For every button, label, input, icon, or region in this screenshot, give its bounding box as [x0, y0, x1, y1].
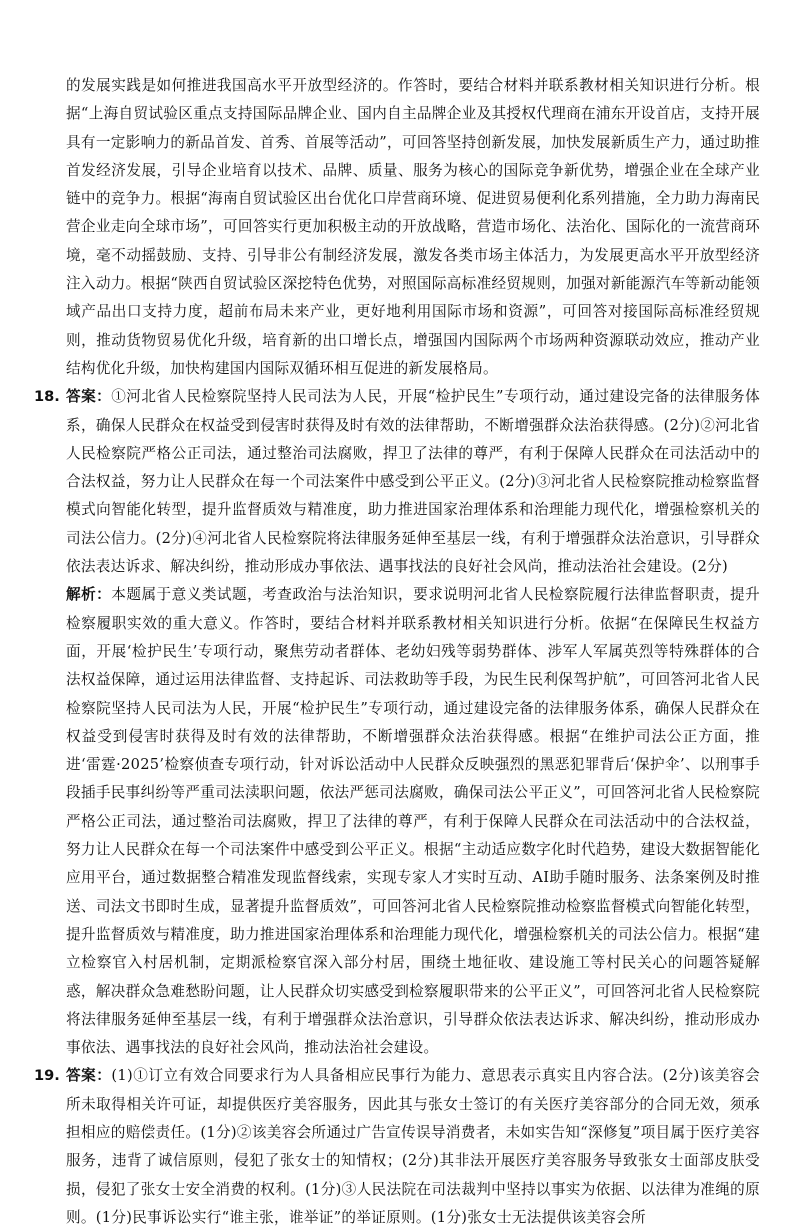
- analysis-paragraph: [66, 581, 760, 1062]
- analysis-text: 本题属于意义类试题，考查政治与法治知识，要求说明河北省人民检察院履行法律监督职责，提升检察履职实效的重大意义。作答时，要结合材料并联系教材相关知识进行分析。依据“在保障民生权益方面，开展‘检护民生’专项行动，聚焦劳动者群体、老幼妇残等弱势群体、涉军人军属英烈等特殊群体的合法权益保障，通过运用法律监督、支持起诉、司法救助等手段，为民生民利保驾护航”，可回答河北省人民检察院坚持人民司法为人民，开展“检护民生”专项行动，通过建设完备的法律服务体系，确保人民群众在权益受到侵害时获得及时有效的法律帮助，不断增强群众法治获得感。根据“在维护司法公正方面，推进‘雷霆·2025’检察侦查专项行动，针对诉讼活动中人民群众反映强烈的黑恶犯罪背后‘保护伞’、以刑事手段插手民事纠纷等严重司法渎职问题，依法严惩司法腐败，确保司法公平正义”，可回答河北省人民检察院严格公正司法，通过整治司法腐败，捍卫了法律的尊严，有利于保障人民群众在司法活动中的合法权益，努力让人民群众在每一个司法案件中感受到公平正义。根据“主动适应数字化时代趋势，建设大数据智能化应用平台，通过数据整合精准发现监督线索，实现专家人才实时互动、AI助手随时服务、法条案例及时推送、司法文书即时生成，显著提升监督质效”，可回答河北省人民检察院推动检察监督模式向智能化转型，提升监督质效与精准度，助力推进国家治理体系和治理能力现代化，增强检察机关的司法公信力。根据“建立检察官入村居机制，定期派检察官深入部分村居，围绕土地征收、建设施工等村民关心的问题答疑解惑，解决群众急难愁盼问题，让人民群众切实感受到检察履职带来的公平正义”，可回答河北省人民检察院将法律服务延伸至基层一线，有利于增强群众法治意识，引导群众依法表达诉求、解决纠纷，推动形成办事依法、遇事找法的良好社会风尚，推动法治社会建设。: [66, 586, 760, 1057]
- answer-text: ①河北省人民检察院坚持人民司法为人民，开展“检护民生”专项行动，通过建设完备的法律服务体系，确保人民群众在权益受到侵害时获得及时有效的法律帮助，不断增强群众法治获得感。(2分)②河北省人民检察院严格公正司法，通过整治司法腐败，捍卫了法律的尊严，有利于保障人民群众在司法活动中的合法权益，努力让人民群众在每一个司法案件中感受到公平正义。(2分)③河北省人民检察院推动检察监督模式向智能化转型，提升监督质效与精准度，助力推进国家治理体系和治理能力现代化，增强检察机关的司法公信力。(2分)④河北省人民检察院将法律服务延伸至基层一线，有利于增强群众法治意识，引导群众依法表达诉求、解决纠纷，推动形成办事依法、遇事找法的良好社会风尚，推动法治社会建设。(2分): [66, 388, 761, 576]
- analysis-label: 解析：: [66, 586, 112, 604]
- question-number: 19.: [34, 1067, 60, 1085]
- answer-label: 答案：: [66, 1067, 112, 1085]
- answer-paragraph: [66, 383, 760, 581]
- answer-paragraph: [66, 1062, 760, 1232]
- continued-analysis-paragraph: 的发展实践是如何推进我国高水平开放型经济的。作答时，要结合材料并联系教材相关知识进行分析。根据“上海自贸试验区重点支持国际品牌企业、国内自主品牌企业及其授权代理商在浦东开设首店，支持开展具有一定影响力的新品首发、首秀、首展等活动”，可回答坚持创新发展，加快发展新质生产力，通过助推首发经济发展，引导企业培育以技术、品牌、质量、服务为核心的国际竞争新优势，增强企业在全球产业链中的竞争力。根据“海南自贸试验区出台优化口岸营商环境、促进贸易便利化系列措施，全力助力海南民营企业走向全球市场”，可回答实行更加积极主动的开放战略，营造市场化、法治化、国际化的一流营商环境，毫不动摇鼓励、支持、引导非公有制经济发展，激发各类市场主体活力，为发展更高水平开放型经济注入动力。根据“陕西自贸试验区深挖特色优势，对照国际高标准经贸规则，加强对新能源汽车等新动能领域产品出口支持力度，超前布局未来产业，更好地利用国际市场和资源”，可回答对接国际高标准经贸规则，推动货物贸易优化升级，培育新的出口增长点，增强国内国际两个市场两种资源联动效应，推动产业结构优化升级，加快构建国内国际双循环相互促进的新发展格局。: [66, 77, 760, 377]
- question-18: [34, 383, 761, 1062]
- question-19: [34, 1062, 761, 1232]
- answer-text: (1)①订立有效合同要求行为人具备相应民事行为能力、意思表示真实且内容合法。(2分)该美容会所未取得相关许可证，却提供医疗美容服务，因此其与张女士签订的有关医疗美容部分的合同无效，须承担相应的赔偿责任。(1分)②该美容会所通过广告宣传误导消费者，未如实告知“深修复”项目属于医疗美容服务，违背了诚信原则，侵犯了张女士的知情权；(2分)其非法开展医疗美容服务导致张女士面部皮肤受损，侵犯了张女士安全消费的权利。(1分)③人民法院在司法裁判中坚持以事实为依据、以法律为准绳的原则。(1分)民事诉讼实行“谁主张，谁举证”的举证原则。(1分)张女士无法提供该美容会所: [66, 1067, 761, 1226]
- answer-label: 答案：: [66, 388, 112, 406]
- question-number: 18.: [34, 388, 60, 406]
